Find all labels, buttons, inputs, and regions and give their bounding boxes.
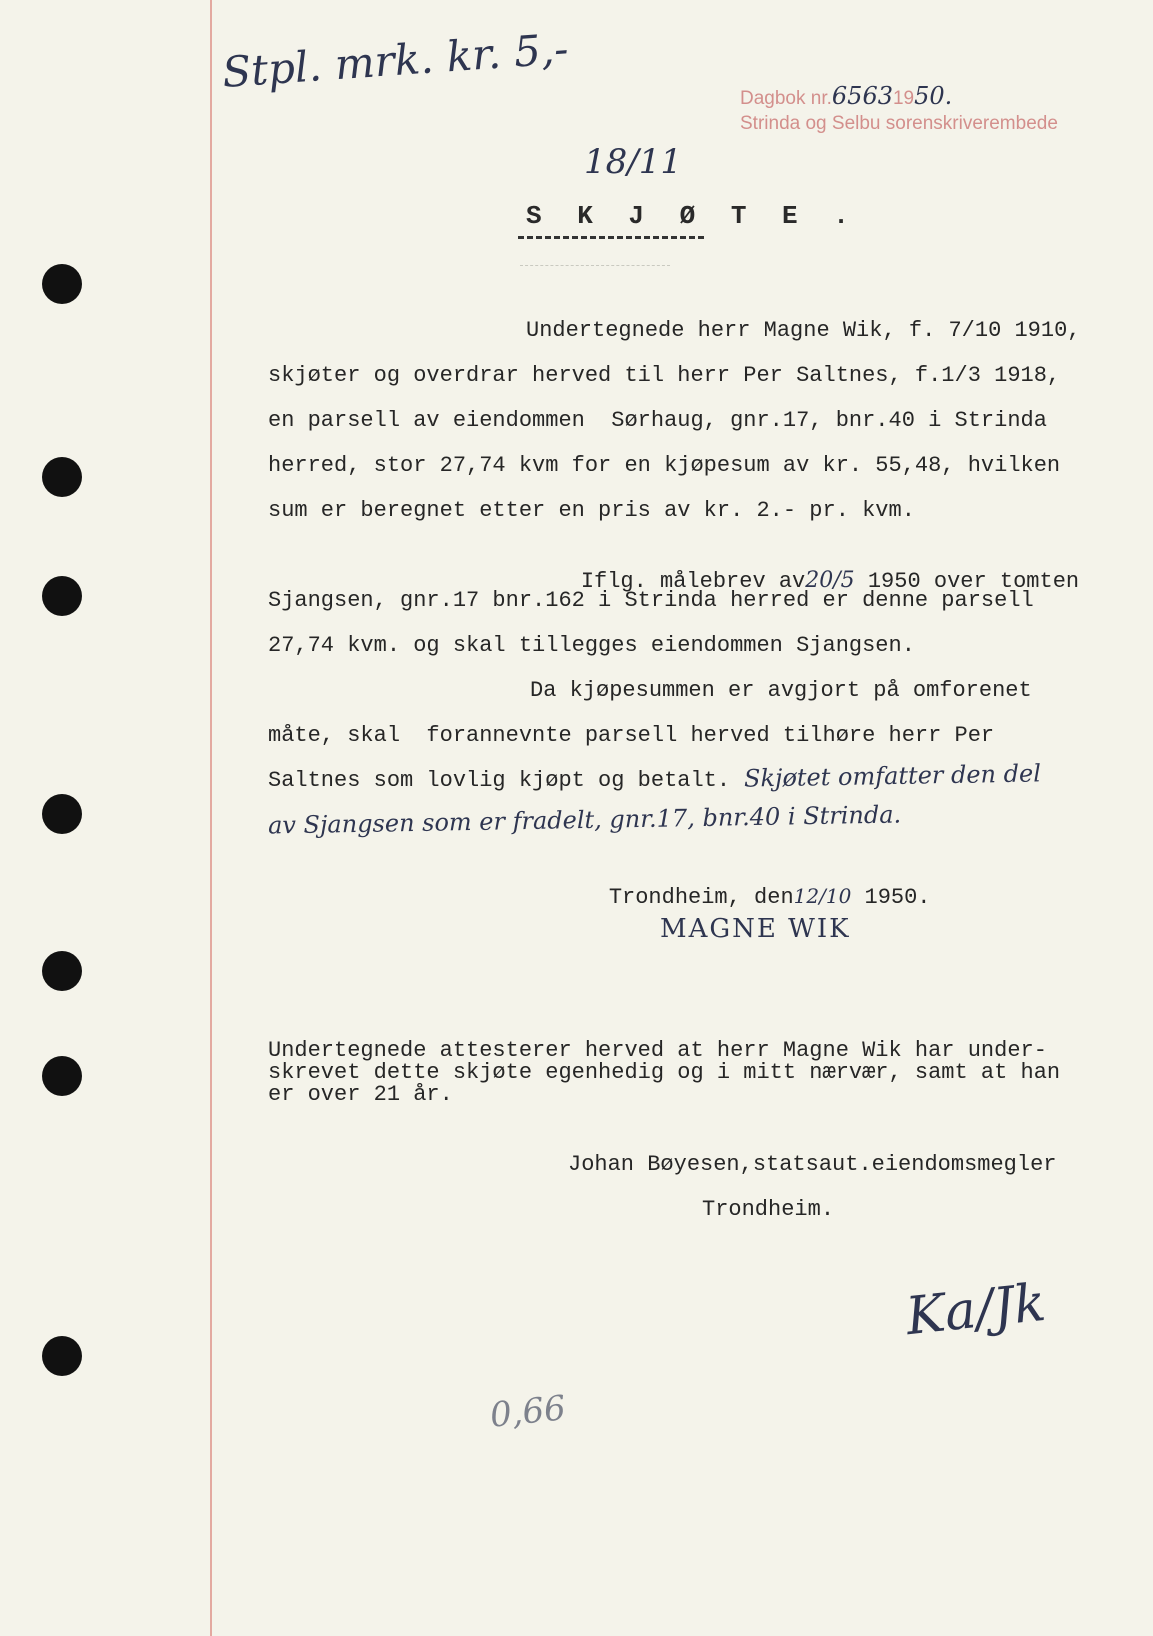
survey-line-prefix: Iflg. målebrev av	[580, 569, 806, 594]
journal-stamp-prefix: Dagbok nr.	[740, 88, 832, 109]
journal-year-prefix: 19	[892, 88, 915, 109]
journal-year: 50.	[914, 82, 953, 110]
body-line: sum er beregnet etter en pris av kr. 2.- pr. kvm.	[268, 498, 915, 523]
body-line: herred, stor 27,74 kvm for en kjøpesum av kr. 55,48, hvilken	[268, 453, 1061, 478]
punch-hole-icon	[42, 1336, 82, 1376]
body-line: måte, skal forannevnte parsell herved tilhøre herr Per	[268, 723, 995, 748]
punch-hole-icon	[42, 264, 82, 304]
punch-hole-icon	[42, 1056, 82, 1096]
attestation-line: Undertegnede attesterer herved at herr Magne Wik har under-	[268, 1038, 1047, 1063]
punch-hole-icon	[42, 576, 82, 616]
attestation-line: skrevet dette skjøte egenhedig og i mitt nærvær, samt at han	[268, 1060, 1061, 1085]
body-line: Da kjøpesummen er avgjort på omforenet	[530, 678, 1032, 703]
place-date-handwritten: 12/10	[793, 884, 852, 908]
punch-hole-icon	[42, 794, 82, 834]
journal-stamp-line2: Strinda og Selbu sorenskriverembede	[740, 113, 1058, 134]
witness-city: Trondheim.	[702, 1197, 835, 1222]
handwritten-addition: Skjøtet omfatter den del	[743, 759, 1042, 793]
handwritten-addition: av Sjangsen som er fradelt, gnr.17, bnr.40 i Strinda.	[267, 800, 902, 840]
place-date-prefix: Trondheim, den	[608, 885, 794, 910]
body-line: skjøter og overdrar herved til herr Per Saltnes, f.1/3 1918,	[268, 363, 1061, 388]
place-date-year: 1950.	[851, 885, 931, 910]
journal-number: 6563	[831, 82, 893, 110]
stamp-duty-note: Stpl. mrk. kr. 5,-	[220, 23, 570, 98]
margin-rule	[210, 0, 212, 1636]
bottom-note: 0,66	[488, 1388, 568, 1436]
punch-hole-icon	[42, 951, 82, 991]
body-line: Undertegnede herr Magne Wik, f. 7/10 1910,	[526, 318, 1081, 343]
punch-hole-icon	[42, 457, 82, 497]
survey-date: 20/5	[805, 568, 855, 593]
survey-line-rest: 1950 over tomten	[854, 569, 1080, 594]
attestation-line: er over 21 år.	[268, 1082, 453, 1107]
title-underline	[518, 236, 704, 239]
document-title: S K J Ø T E .	[526, 201, 859, 231]
initials: Ka/Jk	[903, 1272, 1049, 1348]
seller-signature: MAGNE WIK	[660, 914, 851, 944]
body-line: Sjangsen, gnr.17 bnr.162 i Strinda herred er denne parsell	[268, 588, 1034, 613]
body-line: en parsell av eiendommen Sørhaug, gnr.17, bnr.40 i Strinda	[268, 408, 1047, 433]
witness-name: Johan Bøyesen,statsaut.eiendomsmegler	[568, 1152, 1057, 1177]
registration-date: 18/11	[584, 142, 682, 182]
title-underline-faint	[520, 265, 670, 266]
body-line: Saltnes som lovlig kjøpt og betalt.	[268, 768, 731, 793]
journal-stamp-line1	[740, 84, 952, 111]
body-line: 27,74 kvm. og skal tillegges eiendommen Sjangsen.	[268, 633, 915, 658]
